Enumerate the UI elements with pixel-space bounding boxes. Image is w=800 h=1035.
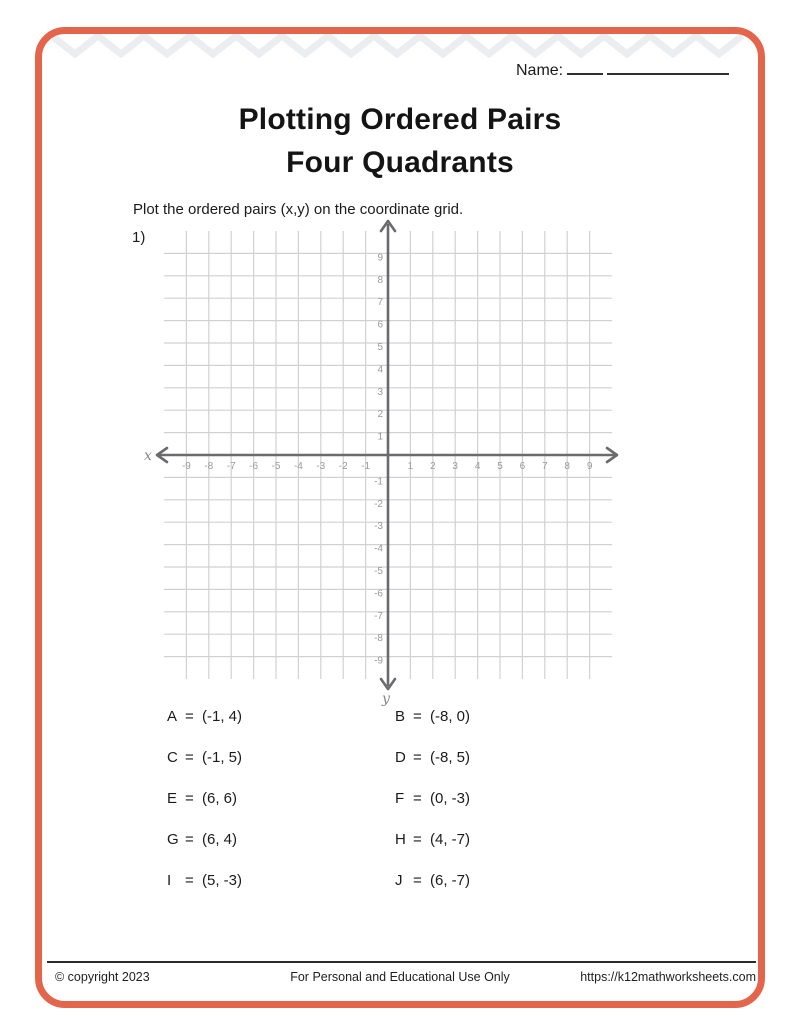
equals-sign: =: [185, 831, 194, 848]
svg-text:-5: -5: [271, 461, 281, 472]
svg-text:-9: -9: [181, 461, 191, 472]
svg-text:3: 3: [377, 386, 383, 398]
svg-text:-2: -2: [338, 461, 348, 472]
equals-sign: =: [413, 831, 422, 848]
footer-copyright: © copyright 2023: [55, 970, 150, 984]
pair-row-g: [167, 831, 242, 851]
zigzag-pattern: [52, 30, 748, 58]
svg-text:8: 8: [564, 461, 570, 472]
svg-text:2: 2: [430, 461, 436, 472]
svg-text:-4: -4: [374, 543, 383, 555]
equals-sign: =: [413, 790, 422, 807]
footer-usage-text: For Personal and Educational Use Only: [290, 970, 510, 984]
equals-sign: =: [185, 790, 194, 807]
pair-letter: H: [395, 831, 406, 848]
footer-divider: [47, 961, 756, 963]
pair-row-b: [395, 708, 470, 728]
svg-text:-1: -1: [374, 476, 383, 488]
footer-url: https://k12mathworksheets.com: [580, 970, 756, 984]
pair-value: (-8, 5): [430, 749, 471, 766]
pair-letter: D: [395, 749, 406, 766]
svg-text:2: 2: [377, 409, 383, 421]
equals-sign: =: [413, 708, 422, 725]
pair-letter: G: [167, 831, 179, 848]
svg-text:7: 7: [542, 461, 548, 472]
svg-text:-1: -1: [361, 461, 371, 472]
pair-letter: E: [167, 790, 178, 807]
page-title: Plotting Ordered Pairs: [238, 103, 562, 136]
svg-text:3: 3: [452, 461, 458, 472]
equals-sign: =: [413, 749, 422, 766]
svg-text:9: 9: [377, 252, 383, 264]
pair-value: (-8, 0): [430, 708, 471, 725]
pair-row-d: [395, 749, 470, 769]
equals-sign: =: [413, 872, 422, 889]
pair-row-c: [167, 749, 242, 769]
pairs-list-right: [395, 708, 470, 913]
svg-text:4: 4: [474, 461, 481, 472]
svg-text:y: y: [382, 691, 390, 707]
pair-value: (-1, 4): [202, 708, 243, 725]
name-label: Name:: [516, 62, 564, 79]
svg-text:-2: -2: [374, 498, 383, 510]
svg-text:5: 5: [497, 461, 503, 472]
pair-letter: C: [167, 749, 178, 766]
pair-row-j: [395, 872, 470, 892]
problem-number: 1): [132, 229, 146, 246]
pair-row-i: [167, 872, 242, 892]
pair-letter: B: [395, 708, 406, 725]
pair-row-a: [167, 708, 242, 728]
svg-text:4: 4: [377, 364, 383, 376]
svg-text:-4: -4: [293, 461, 303, 472]
svg-text:-5: -5: [374, 566, 383, 577]
svg-text:-3: -3: [316, 461, 326, 472]
svg-text:6: 6: [519, 461, 526, 472]
name-underline-short: [567, 58, 603, 75]
pair-letter: F: [395, 790, 405, 807]
svg-text:x: x: [144, 448, 152, 464]
svg-text:-3: -3: [374, 521, 383, 533]
instruction-text: Plot the ordered pairs (x,y) on the coordinate grid.: [133, 201, 464, 218]
svg-text:1: 1: [377, 431, 383, 443]
svg-text:1: 1: [407, 461, 414, 472]
equals-sign: =: [185, 708, 194, 725]
svg-text:9: 9: [586, 461, 593, 472]
svg-text:7: 7: [377, 297, 383, 309]
page-subtitle: Four Quadrants: [286, 146, 514, 179]
pair-value: (5, -3): [202, 872, 243, 889]
pair-letter: J: [395, 872, 403, 889]
svg-text:6: 6: [377, 319, 383, 331]
pair-letter: A: [167, 708, 178, 725]
svg-text:-6: -6: [374, 588, 383, 600]
pair-value: (0, -3): [430, 790, 471, 807]
name-underline-long: [607, 58, 729, 75]
svg-text:-8: -8: [204, 461, 214, 472]
pair-value: (6, -7): [430, 872, 471, 889]
svg-text:-7: -7: [374, 610, 383, 622]
svg-text:-8: -8: [374, 633, 383, 645]
equals-sign: =: [185, 872, 194, 889]
coordinate-grid: [140, 218, 640, 710]
svg-text:8: 8: [377, 274, 383, 286]
pairs-list-left: [167, 708, 242, 913]
pair-letter: I: [167, 872, 172, 889]
pair-row-h: [395, 831, 470, 851]
svg-text:-7: -7: [226, 461, 236, 472]
pair-value: (-1, 5): [202, 749, 243, 766]
pair-value: (6, 4): [202, 831, 238, 848]
name-row: [516, 58, 729, 80]
svg-text:5: 5: [377, 342, 383, 353]
equals-sign: =: [185, 749, 194, 766]
pair-value: (6, 6): [202, 790, 238, 807]
pair-row-e: [167, 790, 242, 810]
svg-text:-9: -9: [374, 655, 383, 667]
pair-value: (4, -7): [430, 831, 471, 848]
svg-text:-6: -6: [249, 461, 259, 472]
pair-row-f: [395, 790, 470, 810]
